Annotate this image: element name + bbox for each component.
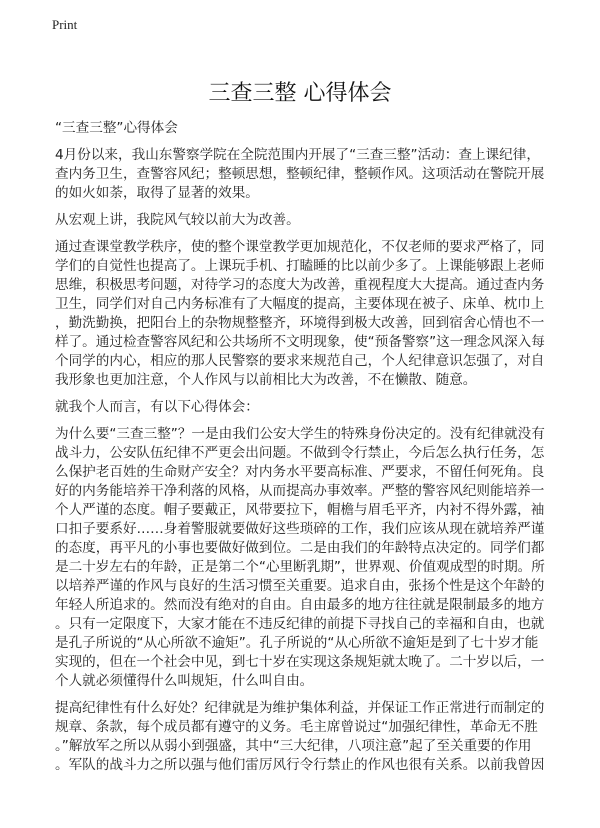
text-line: ，勤洗勤换，把阳台上的杂物规整整齐，环境得到极大改善，回到宿舍心情也不一	[55, 315, 545, 331]
paragraph	[55, 425, 555, 691]
text-line: 4月份以来，我山东警察学院在全院范围内开展了“三查三整”活动：查上课纪律，	[55, 147, 540, 163]
page-title: 三查三整 心得体会	[208, 81, 392, 106]
text-line: 好的内务能培养干净利落的风格，从而提高办事效率。严整的警容风纪则能培养一	[55, 483, 545, 499]
text-line: 实现的，但在一个社会中见，到七十岁在实现这条规矩就太晚了。二十岁以后，一	[55, 654, 545, 670]
paragraph	[55, 211, 555, 230]
text-line: 查内务卫生，查警容风纪；整顿思想，整顿纪律，整顿作风。这项活动在警院开展	[55, 166, 545, 182]
text-line: 学们的自觉性也提高了。上课玩手机、打瞌睡的比以前少多了。上课能够跟上老师	[55, 258, 545, 274]
text-line: 战斗力，公安队伍纪律不严更会出问题。不做到令行禁止，今后怎么执行任务，怎	[55, 445, 545, 461]
text-line: 我形象也更加注意，个人作风与以前相比大为改善，不在懒散、随意。	[55, 372, 477, 388]
paragraph	[55, 398, 555, 417]
text-line: 年轻人所追求的。然而没有绝对的自由。自由最多的地方往往就是限制最多的地方	[55, 597, 545, 613]
text-line: 个同学的内心，相应的那人民警察的要求来规范自己，个人纪律意识怎强了，对自	[55, 353, 545, 369]
subtitle	[55, 119, 555, 138]
paragraph	[55, 238, 555, 390]
text-line: 就我个人而言，有以下心得体会：	[55, 399, 259, 415]
text-line: 从宏观上讲，我院风气较以前大为改善。	[55, 212, 300, 228]
text-line: 。军队的战斗力之所以强与他们雷厉风行令行禁止的作风也很有关系。以前我曾因	[55, 757, 545, 773]
text-line: 规章、条款，每个成员都有遵守的义务。毛主席曾说过“加强纪律性，革命无不胜	[55, 719, 538, 735]
text-line: 以培养严谨的作风与良好的生活习惯至关重要。追求自由，张扬个性是这个年龄的	[55, 578, 545, 594]
text-line: 。”解放军之所以从弱小到强盛，其中“三大纪律，八项注意”起了至关重要的作用	[55, 738, 532, 754]
document-body	[55, 119, 555, 783]
text-line: 是孔子所说的“从心所欲不逾矩”。孔子所说的“从心所欲不逾矩是到了七十岁才能	[55, 635, 539, 651]
print-link[interactable]: Print	[52, 17, 78, 32]
text-line: 是二十岁左右的年龄，正是第二个“心里断乳期”，世界观、价值观成型的时期。所	[55, 559, 545, 575]
text-line: 个人就必须懂得什么叫规矩，什么叫自由。	[55, 673, 314, 689]
text-line: 口扣子要系好……身着警服就要做好这些琐碎的工作，我们应该从现在就培养严谨	[55, 521, 545, 537]
text-line: 卫生，同学们对自己内务标准有了大幅度的提高，主要体现在被子、床单、枕巾上	[55, 296, 545, 312]
text-line: 通过查课堂教学秩序，使的整个课堂教学更加规范化，不仅老师的要求严格了，同	[55, 239, 545, 255]
text-line: 的如火如荼，取得了显著的效果。	[55, 185, 259, 201]
text-line: 么保护老百姓的生命财产安全？对内务水平要高标准、严要求，不留任何死角。良	[55, 464, 545, 480]
paragraph	[55, 146, 555, 203]
paragraph	[55, 699, 555, 775]
text-line: 思维，积极思考问题，对待学习的态度大为改善，重视程度大大提高。通过查内务	[55, 277, 545, 293]
text-line: 的态度，再平凡的小事也要做好做到位。二是由我们的年龄特点决定的。同学们都	[55, 540, 545, 556]
text-line: “三查三整”心得体会	[55, 120, 178, 136]
text-line: 。只有一定限度下，大家才能在不违反纪律的前提下寻找自己的幸福和自由，也就	[55, 616, 545, 632]
text-line: 为什么要“三查三整”？一是由我们公安大学生的特殊身份决定的。没有纪律就没有	[55, 426, 545, 442]
text-line: 个人严谨的态度。帽子要戴正，风带要拉下，帽檐与眉毛平齐，内衬不得外露，袖	[55, 502, 545, 518]
text-line: 样了。通过检查警容风纪和公共场所不文明现象，使“预备警察”这一理念风深入每	[55, 334, 545, 350]
text-line: 提高纪律性有什么好处？纪律就是为维护集体利益，并保证工作正常进行而制定的	[55, 700, 545, 716]
